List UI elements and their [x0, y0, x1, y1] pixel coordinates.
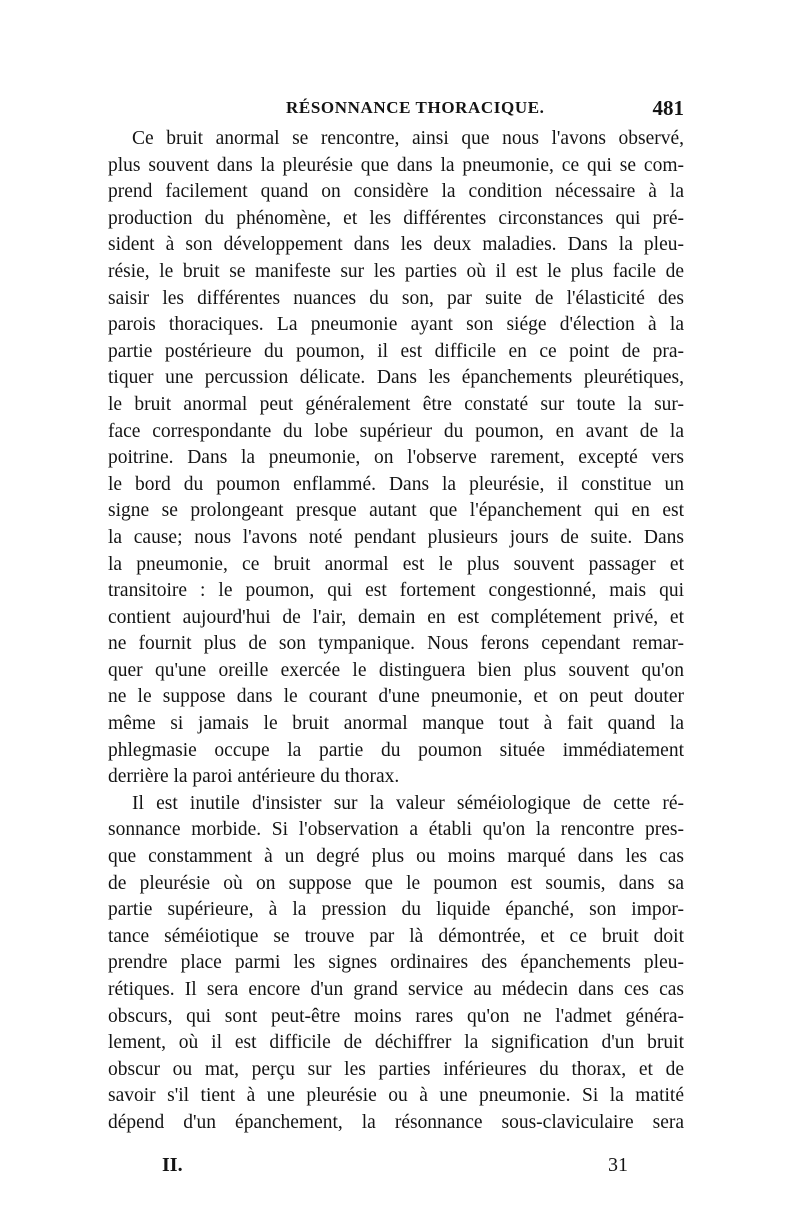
- text-line: signe se prolongeant presque autant que l'épanchement qui en est: [108, 500, 684, 522]
- signature-number: 31: [608, 1154, 628, 1176]
- signature-mark: II.: [162, 1154, 183, 1176]
- text-line: sonnance morbide. Si l'observation a établi qu'on la rencontre pres-: [108, 819, 684, 841]
- running-title: RÉSONNANCE THORACIQUE.: [286, 98, 545, 117]
- text-line: ne le suppose dans le courant d'une pneumonie, et on peut douter: [108, 686, 684, 708]
- text-line: de pleurésie où on suppose que le poumon est soumis, dans sa: [108, 872, 684, 894]
- text-line: tiquer une percussion délicate. Dans les épanchements pleurétiques,: [108, 367, 684, 389]
- text-line: poitrine. Dans la pneumonie, on l'observe rarement, excepté vers: [108, 447, 684, 469]
- text-line: lement, où il est difficile de déchiffrer la signification d'un bruit: [108, 1032, 684, 1054]
- text-line: la cause; nous l'avons noté pendant plusieurs jours de suite. Dans: [108, 526, 684, 548]
- text-line: dépend d'un épanchement, la résonnance sous-claviculaire sera: [108, 1111, 684, 1133]
- page-number: 481: [652, 96, 684, 120]
- text-line: rétiques. Il sera encore d'un grand service au médecin dans ces cas: [108, 979, 684, 1000]
- text-line: Il est inutile d'insister sur la valeur séméiologique de cette ré-: [132, 792, 684, 814]
- text-line: obscur ou mat, perçu sur les parties inférieures du thorax, et de: [108, 1058, 684, 1080]
- text-line: transitoire : le poumon, qui est fortement congestionné, mais qui: [108, 580, 684, 602]
- body-text: [108, 126, 684, 1137]
- text-line: que constamment à un degré plus ou moins marqué dans les cas: [108, 846, 684, 868]
- text-line: contient aujourd'hui de l'air, demain en est complétement privé, et: [108, 606, 684, 628]
- text-line: plus souvent dans la pleurésie que dans la pneumonie, ce qui se com-: [108, 154, 684, 176]
- text-line: partie postérieure du poumon, il est difficile en ce point de pra-: [108, 340, 684, 362]
- text-line: sident à son développement dans les deux maladies. Dans la pleu-: [108, 234, 684, 256]
- text-line: phlegmasie occupe la partie du poumon située immédiatement: [108, 739, 684, 761]
- text-line: ne fournit plus de son tympanique. Nous ferons cependant remar-: [108, 633, 684, 655]
- text-line: le bruit anormal peut généralement être constaté sur toute la sur-: [108, 393, 684, 415]
- text-line: parois thoraciques. La pneumonie ayant son siége d'élection à la: [108, 314, 684, 336]
- page-header: [108, 96, 684, 126]
- text-line: derrière la paroi antérieure du thorax.: [108, 766, 400, 788]
- text-line: face correspondante du lobe supérieur du poumon, en avant de la: [108, 420, 684, 442]
- text-line: obscurs, qui sont peut-être moins rares qu'on ne l'admet généra-: [108, 1005, 684, 1027]
- text-line: même si jamais le bruit anormal manque tout à fait quand la: [108, 713, 684, 735]
- page-footer: [108, 1154, 684, 1184]
- text-line: partie supérieure, à la pression du liquide épanché, son impor-: [108, 899, 684, 921]
- text-line: le bord du poumon enflammé. Dans la pleurésie, il constitue un: [108, 473, 684, 495]
- text-line: la pneumonie, ce bruit anormal est le plus souvent passager et: [108, 553, 684, 575]
- text-line: production du phénomène, et les différentes circonstances qui pré-: [108, 207, 684, 229]
- text-line: saisir les différentes nuances du son, par suite de l'élasticité des: [108, 287, 684, 309]
- text-line: tance séméiotique se trouve par là démontrée, et ce bruit doit: [108, 925, 684, 947]
- text-line: prend facilement quand on considère la condition nécessaire à la: [108, 181, 684, 203]
- text-line: résie, le bruit se manifeste sur les parties où il est le plus facile de: [108, 260, 684, 282]
- text-line: quer qu'une oreille exercée le distinguera bien plus souvent qu'on: [108, 659, 684, 681]
- text-line: savoir s'il tient à une pleurésie ou à une pneumonie. Si la matité: [108, 1085, 684, 1107]
- text-line: prendre place parmi les signes ordinaires des épanchements pleu-: [108, 952, 684, 974]
- text-line: Ce bruit anormal se rencontre, ainsi que nous l'avons observé,: [132, 128, 684, 149]
